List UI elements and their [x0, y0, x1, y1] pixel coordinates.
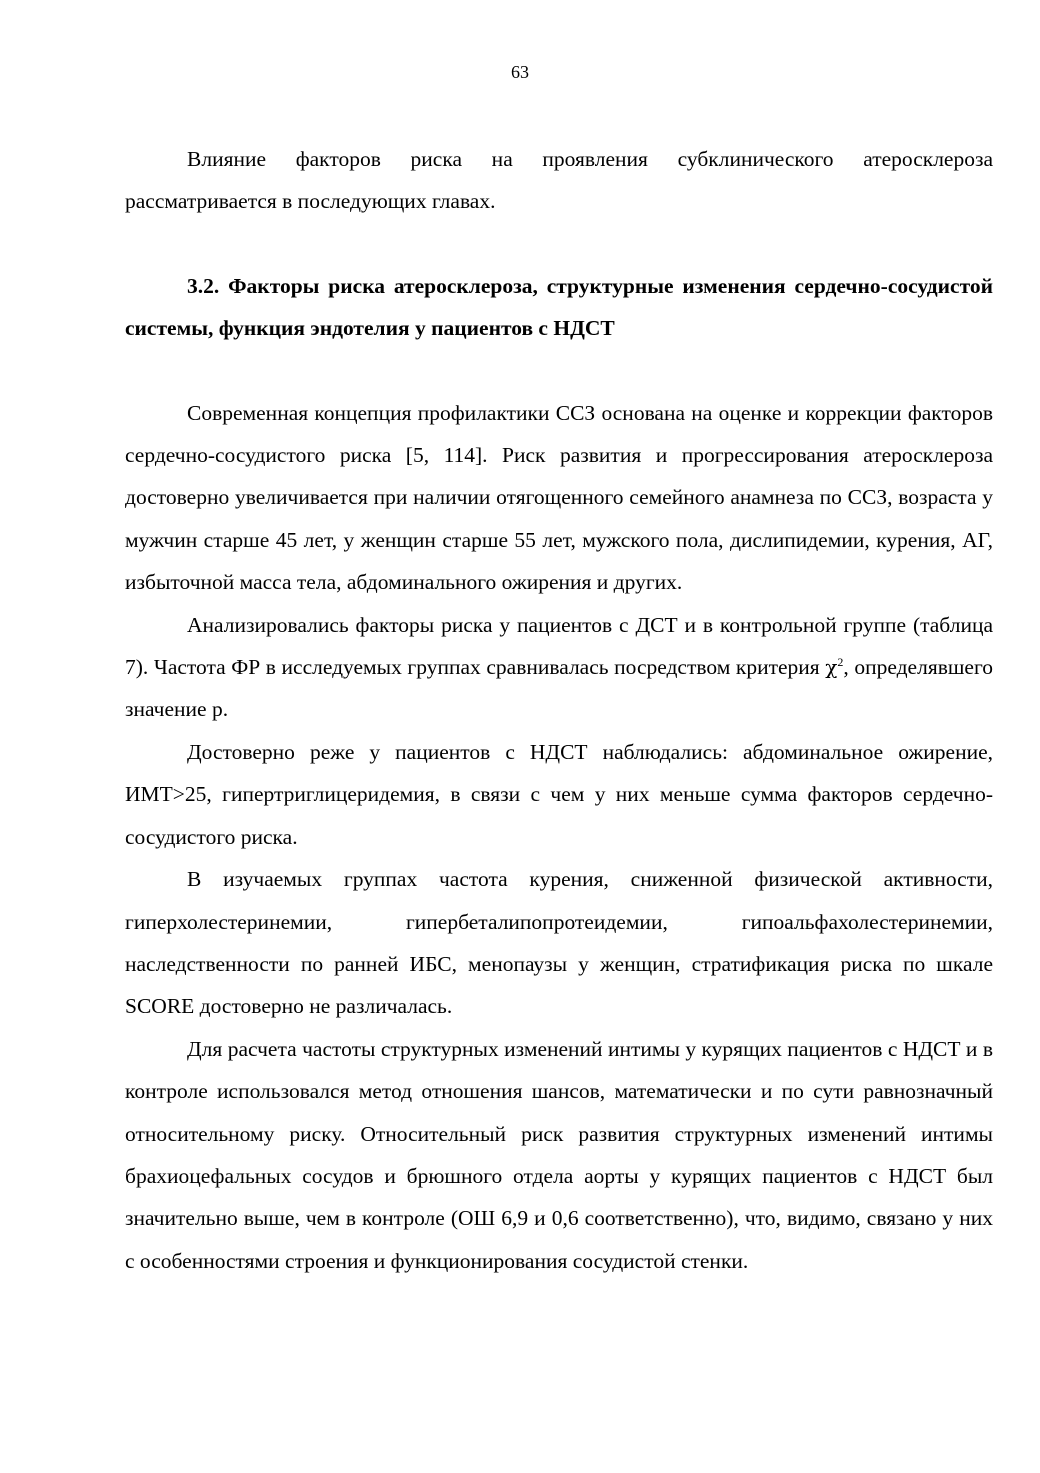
- intro-paragraph: Влияние факторов риска на проявления субклинического атеросклероза рассматривается в последующих главах.: [125, 147, 993, 214]
- page-number: 63: [511, 62, 529, 82]
- paragraph-analysis-end: , определявшего значение р.: [125, 655, 993, 722]
- paragraph-odds-ratio: Для расчета частоты структурных изменений интимы у курящих пациентов с НДСТ и в контроле использовался метод отношения шансов, математически и по сути равнозначный относительному риску. Относительный риск развития структурных изменений интимы брахиоцефальных сосудов и брюшного отдела аорты у курящих пациентов с НДСТ был значительно выше, чем в контроле (ОШ 6,9 и 0,6 соответственно), что, видимо, связано у них с особенностями строения и функционирования сосудистой стенки.: [125, 1036, 993, 1273]
- paragraph-analysis-text: Анализировались факторы риска у пациентов с ДСТ и в контрольной группе (таблица 7). Частота ФР в исследуемых группах сравнивалась посредством критерия: [125, 612, 993, 680]
- section-heading: 3.2. Факторы риска атеросклероза, структурные изменения сердечно-сосудистой системы, функция эндотелия у пациентов с НДСТ: [125, 273, 993, 341]
- paragraph-concept: Современная концепция профилактики ССЗ основана на оценке и коррекции факторов сердечно-сосудистого риска [5, 114]. Риск развития и прогрессирования атеросклероза достоверно увеличивается при наличии отягощенного семейного анамнеза по ССЗ, возраста у мужчин старше 45 лет, у женщин старше 55 лет, мужского пола, дислипидемии, курения, АГ, избыточной масса тела, абдоминального ожирения и других.: [125, 400, 993, 595]
- paragraph-no-difference: В изучаемых группах частота курения, сниженной физической активности, гиперхолестеринемии, гипербеталипопротеидемии, гипоальфахолестеринемии, наследственности по ранней ИБС, менопаузы у женщин, стратификация риска по шкале SCORE достоверно не различалась.: [125, 867, 993, 1019]
- chi-superscript: 2: [837, 654, 844, 669]
- paragraph-analysis: [125, 604, 993, 731]
- chi-symbol: χ: [825, 655, 838, 680]
- paragraph-significant: Достоверно реже у пациентов с НДСТ наблюдались: абдоминальное ожирение, ИМТ>25, гипертриглицеридемия, в связи с чем у них меньше сумма факторов сердечно-сосудистого риска.: [125, 739, 993, 849]
- document-body: [125, 138, 993, 1282]
